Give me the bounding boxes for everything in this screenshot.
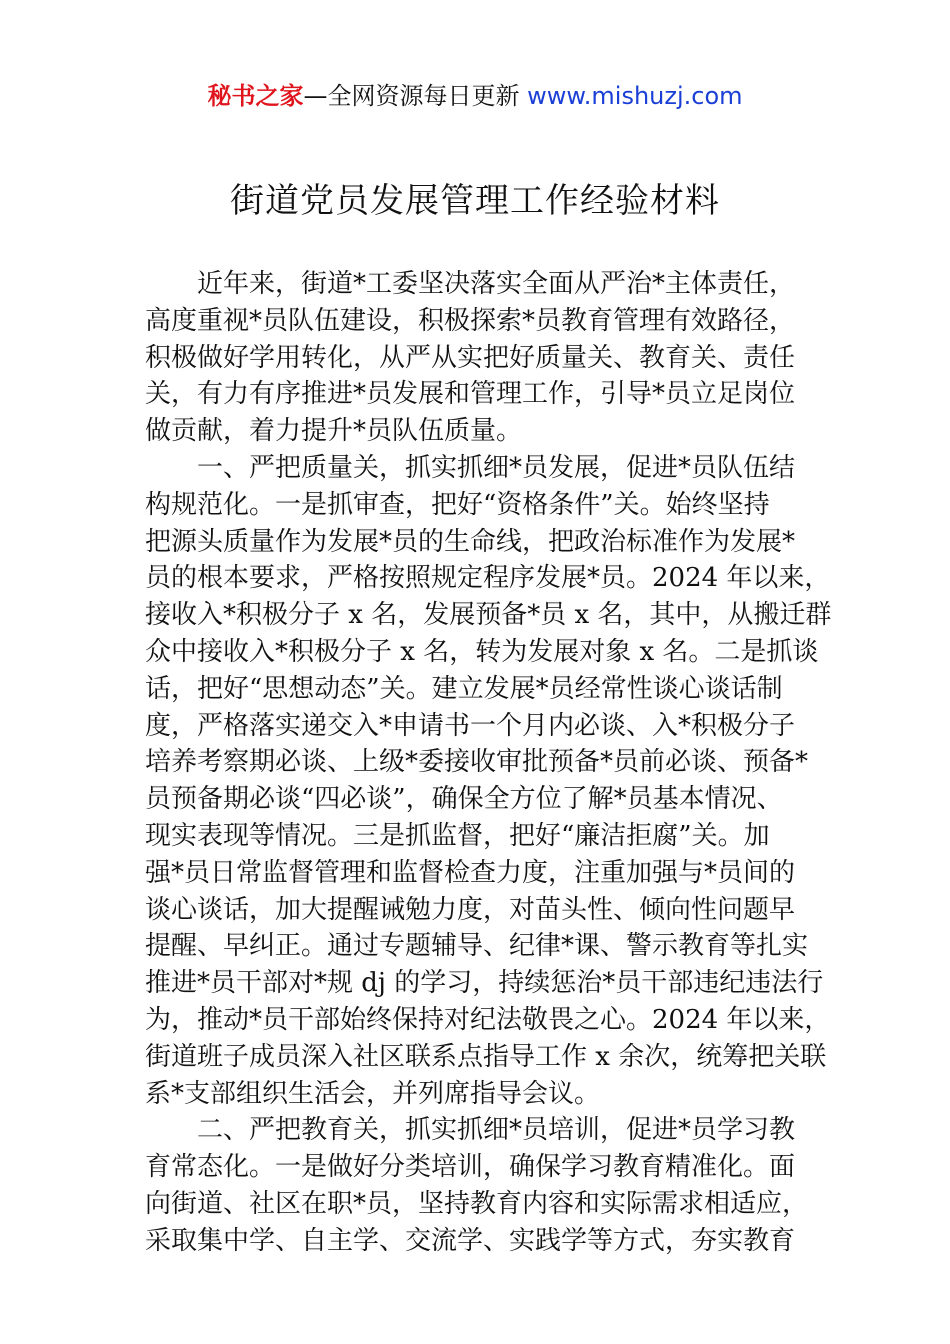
paragraph-line: 众中接收入*积极分子 x 名，转为发展对象 x 名。二是抓谈 xyxy=(145,636,819,667)
paragraph-line: 话，把好“思想动态”关。建立发展*员经常性谈心谈话制 xyxy=(145,673,783,704)
paragraph-line: 为，推动*员干部始终保持对纪法敬畏之心。2024 年以来， xyxy=(145,1004,831,1035)
paragraph-line: 接收入*积极分子 x 名，发展预备*员 x 名，其中，从搬迁群 xyxy=(145,600,832,631)
paragraph-line: 提醒、早纠正。通过专题辅导、纪律*课、警示教育等扎实 xyxy=(145,931,809,962)
brand-name: 秘书之家 xyxy=(207,82,304,110)
paragraph-line: 推进*员干部对*规 dj 的学习，持续惩治*员干部违纪违法行 xyxy=(145,968,824,999)
document-body xyxy=(145,266,832,1260)
paragraph-line: 构规范化。一是抓审查，把好“资格条件”关。始终坚持 xyxy=(145,489,770,520)
paragraph-line: 近年来，街道*工委坚决落实全面从严治*主体责任， xyxy=(197,269,796,299)
site-banner xyxy=(0,80,950,112)
site-url[interactable]: www.mishuzj.com xyxy=(527,82,743,110)
paragraph-line: 向街道、社区在职*员，坚持教育内容和实际需求相适应， xyxy=(145,1188,809,1219)
paragraph-line: 把源头质量作为发展*员的生命线，把政治标准作为发展* xyxy=(145,526,796,557)
document-title: 街道党员发展管理工作经验材料 xyxy=(230,181,720,221)
paragraph-line: 积极做好学用转化，从严从实把好质量关、教育关、责任 xyxy=(145,342,796,373)
paragraph-line: 一、严把质量关，抓实抓细*员发展，促进*员队伍结 xyxy=(197,452,796,483)
banner-tagline: —全网资源每日更新 xyxy=(303,82,520,110)
paragraph-line: 采取集中学、自主学、交流学、实践学等方式，夯实教育 xyxy=(145,1225,796,1256)
paragraph-line: 培养考察期必谈、上级*委接收审批预备*员前必谈、预备* xyxy=(145,747,809,778)
paragraph-line: 谈心谈话，加大提醒诫勉力度，对苗头性、倾向性问题早 xyxy=(145,894,796,925)
paragraph-line: 育常态化。一是做好分类培训，确保学习教育精准化。面 xyxy=(145,1152,796,1183)
paragraph-line: 做贡献，着力提升*员队伍质量。 xyxy=(145,416,523,447)
paragraph-line: 高度重视*员队伍建设，积极探索*员教育管理有效路径， xyxy=(145,305,796,336)
paragraph xyxy=(145,266,810,450)
paragraph-line: 员的根本要求，严格按照规定程序发展*员。2024 年以来， xyxy=(145,563,831,594)
paragraph-line: 度，严格落实递交入*申请书一个月内必谈、入*积极分子 xyxy=(145,710,796,741)
paragraph-line: 强*员日常监督管理和监督检查力度，注重加强与*员间的 xyxy=(145,857,796,888)
paragraph-line: 关，有力有序推进*员发展和管理工作，引导*员立足岗位 xyxy=(145,379,796,410)
paragraph xyxy=(145,450,832,1112)
paragraph-line: 现实表现等情况。三是抓监督，把好“廉洁拒腐”关。加 xyxy=(145,820,770,851)
paragraph-line: 员预备期必谈“四必谈”，确保全方位了解*员基本情况、 xyxy=(145,784,783,815)
paragraph-line: 二、严把教育关，抓实抓细*员培训，促进*员学习教 xyxy=(197,1115,796,1146)
paragraph xyxy=(145,1112,810,1259)
paragraph-line: 街道班子成员深入社区联系点指导工作 x 余次，统筹把关联 xyxy=(145,1041,827,1072)
paragraph-line: 系*支部组织生活会，并列席指导会议。 xyxy=(145,1078,601,1109)
